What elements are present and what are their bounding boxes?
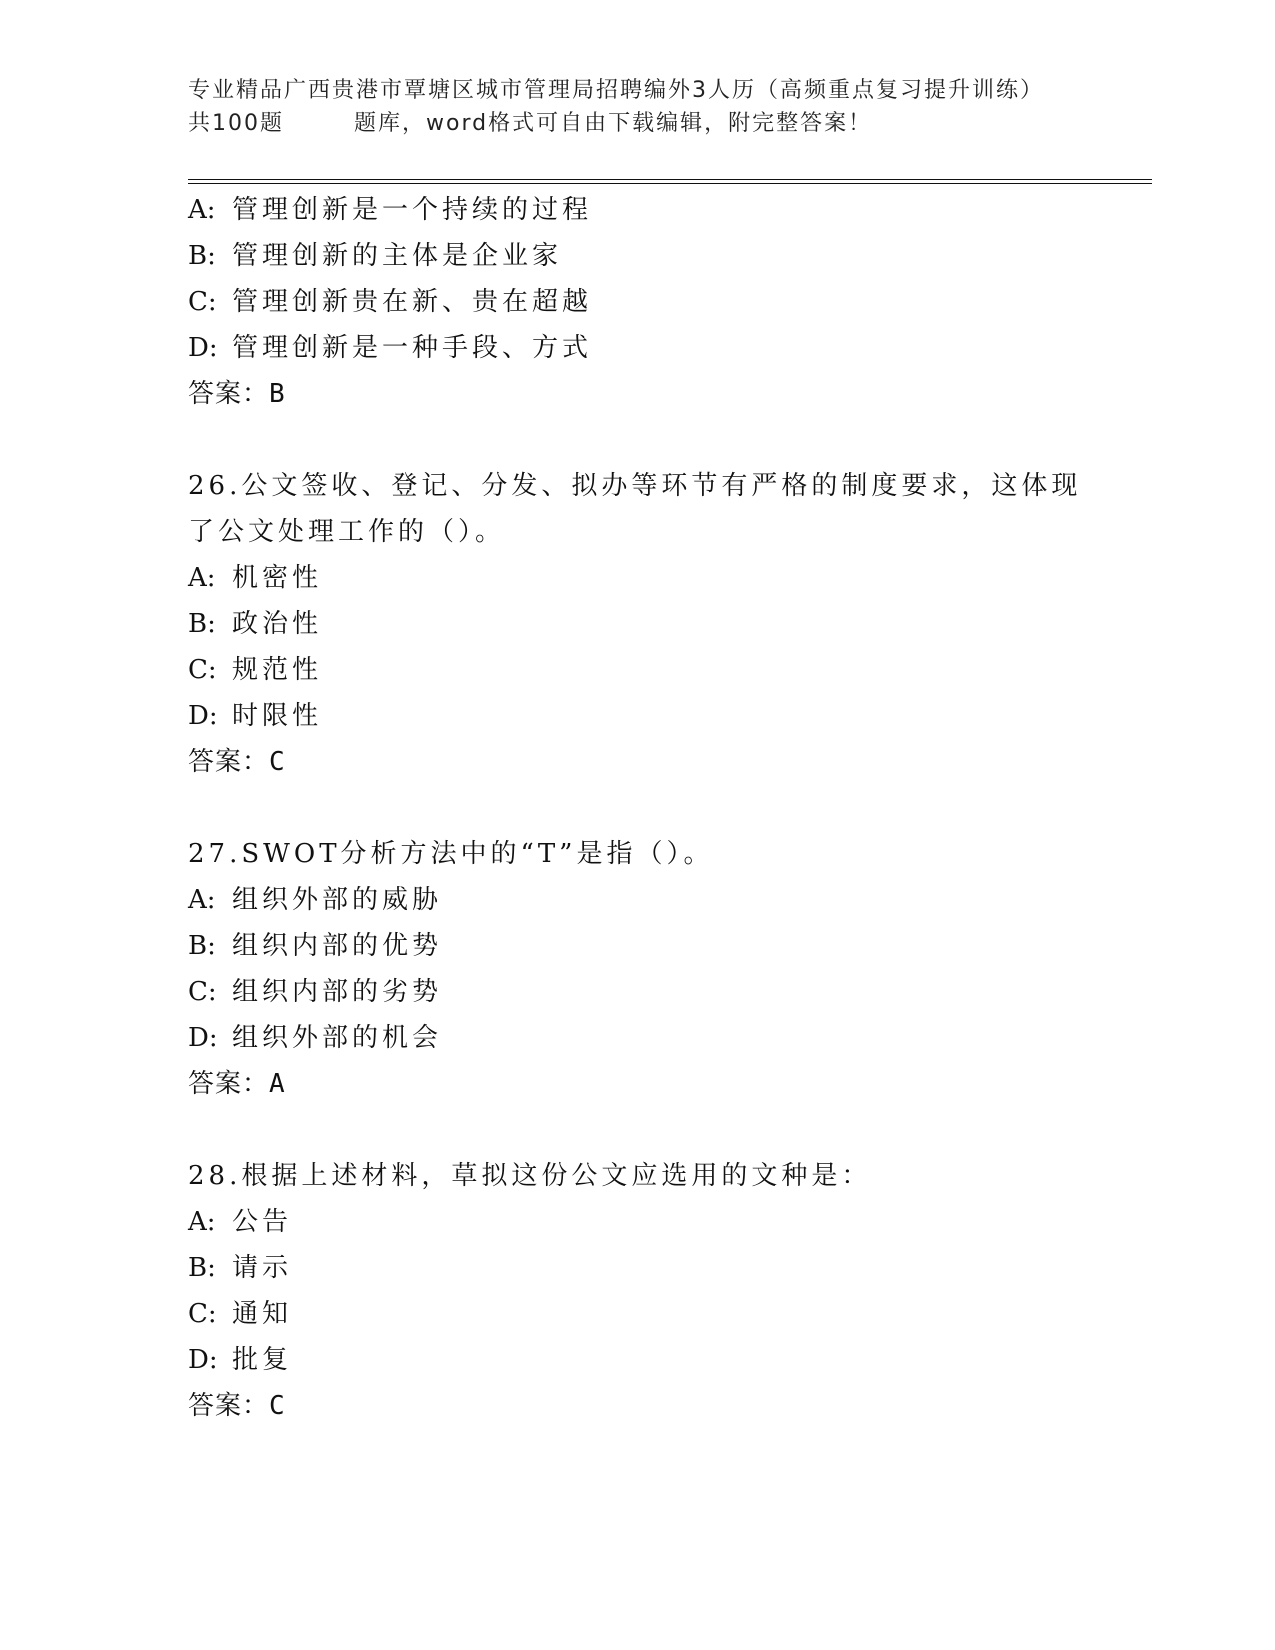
option-c xyxy=(188,647,1148,693)
option-text: 政治性 xyxy=(232,609,323,639)
option-b xyxy=(188,601,1148,647)
option-text: 组织内部的劣势 xyxy=(232,977,443,1007)
option-letter: B: xyxy=(188,931,216,961)
option-letter: D: xyxy=(188,701,218,731)
option-letter: C: xyxy=(188,655,217,685)
question-stem: 26.公文签收、登记、分发、拟办等环节有严格的制度要求，这体现了公文处理工作的（）。 xyxy=(188,471,1082,547)
option-text: 组织外部的机会 xyxy=(232,1023,443,1053)
header-title-line: 专业精品广西贵港市覃塘区城市管理局招聘编外3人历（高频重点复习提升训练） xyxy=(188,78,1044,103)
option-letter: D: xyxy=(188,333,218,363)
option-d xyxy=(188,1015,1148,1061)
question-28-block xyxy=(188,1153,1148,1429)
option-text: 管理创新是一个持续的过程 xyxy=(232,195,593,225)
option-letter: A: xyxy=(188,885,216,915)
option-letter: B: xyxy=(188,609,216,639)
question-27-block xyxy=(188,831,1148,1107)
option-text: 组织内部的优势 xyxy=(232,931,443,961)
answer-line xyxy=(188,371,1148,417)
option-text: 组织外部的威胁 xyxy=(232,885,443,915)
answer-label: 答案： xyxy=(188,1391,270,1421)
option-text: 请示 xyxy=(232,1253,293,1283)
answer-value: B xyxy=(269,379,286,409)
option-letter: B: xyxy=(188,1253,216,1283)
option-d xyxy=(188,693,1148,739)
answer-value: A xyxy=(269,1069,286,1099)
option-letter: D: xyxy=(188,1023,218,1053)
answer-line xyxy=(188,1061,1148,1107)
option-letter: B: xyxy=(188,241,216,271)
answer-label: 答案： xyxy=(188,1069,270,1099)
question-stem: 28.根据上述材料，草拟这份公文应选用的文种是： xyxy=(188,1161,872,1191)
option-b xyxy=(188,923,1148,969)
header-subtitle-line xyxy=(188,107,1148,140)
answer-label: 答案： xyxy=(188,379,270,409)
option-text: 时限性 xyxy=(232,701,323,731)
answer-value: C xyxy=(269,747,286,777)
option-text: 公告 xyxy=(232,1207,293,1237)
option-letter: A: xyxy=(188,195,216,225)
question-stem: 27.SWOT分析方法中的“T”是指（）。 xyxy=(188,839,714,869)
option-b xyxy=(188,1245,1148,1291)
answer-value: C xyxy=(269,1391,286,1421)
option-c xyxy=(188,279,1148,325)
answer-label: 答案： xyxy=(188,747,270,777)
option-letter: D: xyxy=(188,1345,218,1375)
option-b xyxy=(188,233,1148,279)
question-26-block xyxy=(188,463,1148,785)
option-text: 管理创新贵在新、贵在超越 xyxy=(232,287,593,317)
header-question-count: 共100题 xyxy=(188,111,284,136)
question-list xyxy=(188,187,1148,1429)
option-a xyxy=(188,187,1148,233)
option-letter: A: xyxy=(188,1207,216,1237)
option-letter: A: xyxy=(188,563,216,593)
option-text: 通知 xyxy=(232,1299,293,1329)
option-text: 管理创新的主体是企业家 xyxy=(232,241,563,271)
option-c xyxy=(188,1291,1148,1337)
option-d xyxy=(188,325,1148,371)
header-description: 题库，word格式可自由下载编辑，附完整答案！ xyxy=(354,111,873,136)
answer-line xyxy=(188,739,1148,785)
option-text: 管理创新是一种手段、方式 xyxy=(232,333,593,363)
option-text: 规范性 xyxy=(232,655,323,685)
option-a xyxy=(188,555,1148,601)
document-header xyxy=(188,74,1148,140)
option-c xyxy=(188,969,1148,1015)
option-letter: C: xyxy=(188,977,217,1007)
option-a xyxy=(188,1199,1148,1245)
option-text: 机密性 xyxy=(232,563,323,593)
option-letter: C: xyxy=(188,287,217,317)
option-d xyxy=(188,1337,1148,1383)
answer-line xyxy=(188,1383,1148,1429)
header-divider-top xyxy=(188,179,1152,180)
question-25-block xyxy=(188,187,1148,417)
header-divider-bottom xyxy=(188,183,1152,184)
option-letter: C: xyxy=(188,1299,217,1329)
option-a xyxy=(188,877,1148,923)
option-text: 批复 xyxy=(232,1345,293,1375)
